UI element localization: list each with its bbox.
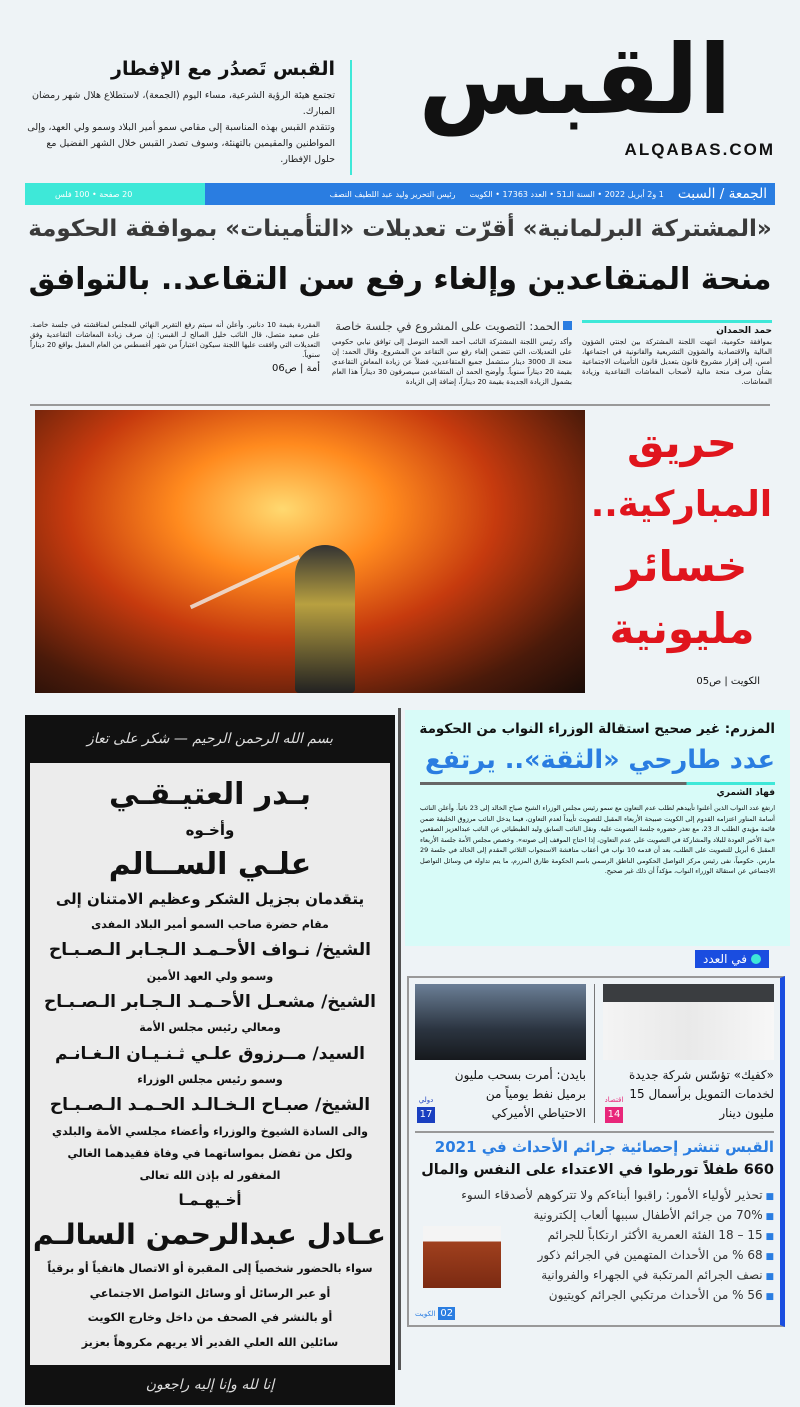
mazram-story[interactable] [405, 710, 790, 946]
ad-line: المغفور له بإذن الله تعالى [139, 1169, 281, 1183]
teaser-photo [415, 984, 586, 1060]
date-bar [25, 183, 775, 205]
bullet-list [415, 1186, 774, 1306]
editor: رئيس التحرير وليد عبد اللطيف النصف [329, 189, 456, 199]
price: 20 صفحة • 100 فلس [55, 189, 133, 199]
lead-column-3 [30, 320, 320, 375]
teaser-title: بايدن: أمرت بسحب مليون برميل نفط يومياً من الاحتياطي الأميركي [454, 1068, 586, 1120]
column-text: بموافقة حكومية، انتهت اللجنة المشتركة بين لجنتي الشؤون المالية والاقتصادية والشؤون التشريعية والقانونية في اجتماعها، أمس، إلى إقرار مشروع قانون بتعديل قانون التأمينات الاجتماعية بشأن صرف منحة مالية لأصحاب المعاشات التقاعدية وزيادة المعاشات. [582, 338, 772, 386]
page-number: 02 [440, 1308, 454, 1319]
ad-line: سائلين الله العلي القدير ألا يريهم مكروهاً بعزيز [81, 1335, 339, 1349]
story-kicker: المزرم: غير صحيح استقالة الوزراء النواب من الحكومة [419, 721, 775, 737]
story-kicker: القبس تنشر إحصائية جرائم الأحداث في 2021 [434, 1138, 774, 1156]
story-body: ارتفع عدد النواب الذين أعلنوا تأييدهم لطلب عدم التعاون مع سمو رئيس مجلس الوزراء الشيخ صباح الخالد إلى 23 نائباً. وأعلن النائب أسامة المناور اعتزامه القدوم إلى الكويت صبيحة الأربعاء المقبل للتصويت تأييداً لعدم التعاون، فيما يدخل النائب مرزوق الخليفة ضمن قائمة مؤيدي الطلب الـ 23، مع تعذر حضوره جلسة التصويت عليه. ونقل النائب السابق وليد الطبطبائي عن النائب عبدالعزيز الصقعبي «نية الأخير العودة للبلاد والمشاركة في التصويت على عدم التعاون، إذا احتاج الموقف إلى صوته». وخصص مجلس الأمة جلسة الأربعاء المقبل 6 أبريل للتصويت على الطلب، بعد أن قدمه 10 نواب في أعقاب مناقشة الاستجواب الثلاثي المقدم إلى الخالد في جلسة 29 مارس. حكومياً، نفى رئيس مركز التواصل الحكومي الناطق الرسمي باسم الحكومة طارق المزرم، ما يتم تداوله في وسائل التواصل الاجتماعي عن استقالة الوزراء النواب، مؤكداً أن ذلك غير صحيح. [420, 804, 776, 875]
in-issue-box [407, 976, 785, 1327]
divider [420, 782, 775, 785]
brief-text: تجتمع هيئة الرؤية الشرعية، مساء اليوم (الجمعة)، لاستطلاع هلال شهر رمضان المبارك. [31, 90, 335, 117]
ad-line: عـادل عبدالرحمن السالـم [32, 1218, 386, 1252]
ad-line: أو بالنشر في الصحف من داخل وخارج الكويت [87, 1311, 333, 1325]
ad-line: وسمو رئيس مجلس الوزراء [137, 1072, 283, 1086]
page-number: 14 [605, 1107, 623, 1123]
divider [594, 984, 595, 1123]
brief-title: القبس تَصدُر مع الإفطار [111, 58, 335, 80]
site-url: ALQABAS.COM [624, 140, 775, 159]
divider [350, 60, 352, 175]
ad-line: الشيخ/ مشعـل الأحـمـد الـجـابر الـصـبـاح [44, 991, 376, 1012]
ad-line: الشيخ/ صبـاح الـخـالـد الحـمـد الـصـبـاح [49, 1095, 371, 1116]
headline-line: خسائر [616, 542, 748, 591]
lead-column-2 [332, 318, 572, 387]
brief-box [25, 58, 345, 168]
ad-line: ولكل من تفضل بمواساتهما في وفاة فقيدهما الغالي [67, 1147, 353, 1161]
lead-column-1 [582, 320, 772, 387]
list-item: ■ 70% من جرائم الأطفال سببها ألعاب إلكترونية [415, 1206, 774, 1226]
teaser-photo [603, 984, 774, 1060]
calligraphy-header: بسم الله الرحمن الرحيم — شكر على تعاز [86, 731, 334, 747]
lead-kicker[interactable]: «المشتركة البرلمانية» أقرّت تعديلات «التأمينات» بموافقة الحكومة [28, 216, 772, 242]
ad-line: مقام حضرة صاحب السمو أمير البلاد المفدى [91, 917, 329, 931]
page-number: 17 [417, 1107, 435, 1123]
list-item: ■ 68 % من الأحداث المتهمين في الجرائم ذكور [415, 1246, 774, 1266]
section-label: دولي [418, 1096, 434, 1104]
issue-date: 1 و2 أبريل 2022 • السنة الـ51 • العدد 17363 • الكويت [469, 189, 664, 199]
headline-line: المباركية.. [590, 484, 772, 525]
story-headline: عدد طارحي «الثقة».. يرتفع [425, 745, 775, 775]
list-item: ■ تحذير لأولياء الأمور: راقبوا أبناءكم ولا تتركوهم لأصدقاء السوء [415, 1186, 774, 1206]
ad-line: سواء بالحضور شخصياً إلى المقبرة أو الاتصال هاتفياً أو برقياً [47, 1262, 373, 1276]
ad-line: بـدر العتيـقـي [109, 777, 311, 813]
section-label: اقتصاد [604, 1096, 624, 1104]
ad-line: السيد/ مــرزوق علـي ثـنـيـان الـغـانـم [55, 1043, 365, 1064]
teaser-card[interactable] [415, 984, 586, 1123]
headline-line: مليونية [609, 604, 755, 653]
issue-day: الجمعة / السبت [677, 186, 767, 202]
firefighter [295, 545, 355, 693]
court-photo [423, 1226, 501, 1288]
ad-line: يتقدمان بجزيل الشكر وعظيم الامتنان إلى [55, 890, 365, 909]
logo-text: القبس [418, 24, 732, 136]
bullet-icon [563, 321, 572, 330]
brief-text: وتتقدم القبس بهذه المناسبة إلى مقامي سمو أمير البلاد وسمو ولي العهد، وإلى المواطنين والمقيمين بالتهنئة، وسوف تصدر القبس خلال الشهر الفضيل مع حلول الإفطار. [27, 122, 335, 165]
lead-headline[interactable]: منحة المتقاعدين وإلغاء رفع سن التقاعد.. بالتوافق [28, 262, 772, 297]
ad-line: أو عبر الرسائل أو وسائل التواصل الاجتماعي [89, 1286, 331, 1300]
ad-line: وأخـوه [185, 820, 235, 839]
ad-line: علـي الســالم [108, 847, 312, 883]
column-text: وأكد رئيس اللجنة المشتركة النائب أحمد الحمد التوصل إلى توافق نيابي حكومي على التعديلات، التي تتضمن إلغاء رفع سن التقاعد من المشروع. وقال الحمد: إن منحة الـ 3000 دينار ستشمل جميع المتقاعدين، فضلاً عن زيادة المعاش التقاعدي بقيمة 20 ديناراً سنوياً. وأوضح الحمد أن المتقاعدين سيصرفون 30 ديناراً هذا العام بشمول الزيادة الجديدة بقيمة 20 ديناراً، إضافة إلى الزيادة [332, 338, 572, 386]
teaser-title: «كفيك» تؤسّس شركة جديدة لخدمات التمويل برأسمال 15 مليون دينار [628, 1068, 774, 1120]
section-label: الكويت [415, 1310, 436, 1318]
headline-line: حريق [626, 418, 738, 467]
sparkle-icon [751, 954, 761, 964]
calligraphy-footer: إنا لله وإنا إليه راجعون [145, 1377, 275, 1393]
label: في العدد [703, 952, 747, 966]
divider [30, 404, 770, 406]
ad-line: ومعالي رئيس مجلس الأمة [139, 1021, 281, 1035]
date-bar-main [205, 183, 775, 205]
ad-line: وسمو ولي العهد الأمين [146, 969, 274, 983]
page-ref[interactable]: أمة | ص06 [271, 363, 320, 374]
list-item: ■ 56 % من الأحداث مرتكبي الجرائم كويتيون [415, 1286, 774, 1306]
story-headline: 660 طفلاً تورطوا في الاعتداء على النفس والمال [421, 1162, 774, 1178]
page-ref[interactable]: الكويت | ص05 [696, 676, 760, 687]
masthead-logo[interactable] [375, 20, 775, 160]
fire-headline[interactable] [592, 412, 772, 660]
divider [398, 708, 401, 1370]
page-ref[interactable] [415, 1308, 774, 1319]
fire-photo[interactable] [35, 410, 585, 693]
list-item: ■ 15 – 18 الفئة العمرية الأكثر ارتكاباً للجرائم [415, 1226, 774, 1246]
author: فهاد الشمري [716, 788, 775, 798]
ad-line: والى السادة الشيوخ والوزراء وأعضاء مجلسي الأمة والبلدي [51, 1124, 368, 1138]
in-issue-label [695, 950, 769, 968]
column-text: المقررة بقيمة 10 دنانير. وأعلن أنه سيتم رفع التقرير النهائي للمجلس لمناقشته في جلسة خاصة. على صعيد متصل، قال النائب خليل الصالح لـ القبس: إن صرف زيادة المعاشات التقاعدية وفق التعديلات التي وافقت عليها اللجنة سيكون اعتباراً من شهر أغسطس من العام المقبل بواقع 20 ديناراً سنوياً. [30, 321, 320, 359]
list-item: ■ نصف الجرائم المرتكبة في الجهراء والفروانية [415, 1266, 774, 1286]
condolence-ad [25, 715, 395, 1405]
ad-line: أخـيهـمـا [178, 1190, 242, 1209]
teaser-card[interactable] [603, 984, 774, 1123]
subheadline: الحمد: التصويت على المشروع في جلسة خاصة [335, 319, 560, 333]
crime-story[interactable] [415, 1131, 774, 1319]
ad-line: الشيخ/ نـواف الأحـمـد الـجـابر الـصـبـاح [49, 940, 371, 961]
author: حمد الحمدان [716, 326, 772, 336]
